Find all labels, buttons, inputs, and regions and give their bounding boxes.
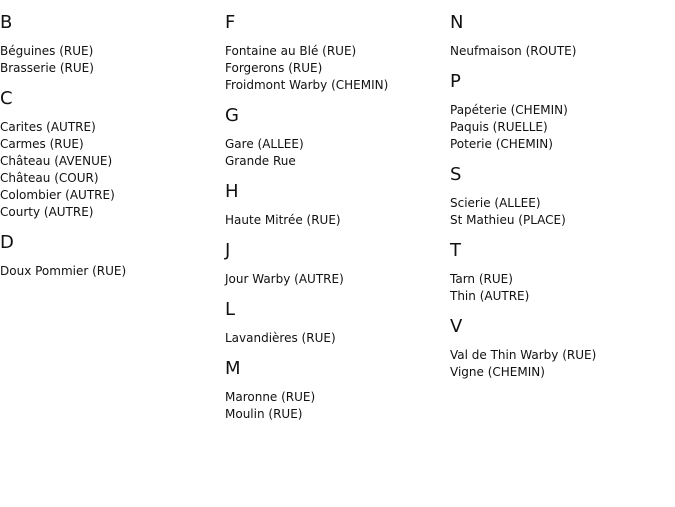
section-letter-heading: J bbox=[225, 240, 231, 261]
street-list-item bbox=[450, 212, 675, 229]
letter-section bbox=[450, 71, 675, 153]
index-column bbox=[225, 12, 450, 434]
street-list-item bbox=[225, 153, 450, 170]
letter-section bbox=[225, 12, 450, 94]
street-list-item bbox=[450, 119, 675, 136]
street-list-item bbox=[225, 43, 450, 60]
section-letter-heading: G bbox=[225, 105, 239, 126]
street-link[interactable]: Vigne (CHEMIN) bbox=[450, 365, 545, 379]
street-link[interactable]: Val de Thin Warby (RUE) bbox=[450, 348, 597, 362]
street-list-item bbox=[0, 43, 225, 60]
section-letter-heading: M bbox=[225, 358, 241, 379]
letter-section bbox=[225, 358, 450, 423]
section-letter-heading: D bbox=[0, 232, 14, 253]
street-list-item bbox=[450, 288, 675, 305]
street-list bbox=[450, 43, 675, 60]
letter-section bbox=[0, 232, 225, 280]
letter-section bbox=[450, 164, 675, 229]
letter-section bbox=[450, 316, 675, 381]
street-list-item bbox=[225, 212, 450, 229]
street-list-item bbox=[0, 204, 225, 221]
street-link[interactable]: Thin (AUTRE) bbox=[450, 289, 530, 303]
street-list bbox=[450, 347, 675, 381]
street-link[interactable]: Courty (AUTRE) bbox=[0, 205, 94, 219]
street-list-item bbox=[0, 119, 225, 136]
index-column bbox=[0, 12, 225, 291]
street-link[interactable]: Forgerons (RUE) bbox=[225, 61, 323, 75]
street-list-item bbox=[225, 60, 450, 77]
section-letter-heading: P bbox=[450, 71, 461, 92]
street-list-item bbox=[225, 271, 450, 288]
street-list bbox=[225, 271, 450, 288]
street-list-item bbox=[0, 153, 225, 170]
section-letter-heading: V bbox=[450, 316, 463, 337]
street-list bbox=[225, 330, 450, 347]
street-list bbox=[225, 212, 450, 229]
street-list-item bbox=[0, 60, 225, 77]
street-link[interactable]: Scierie (ALLEE) bbox=[450, 196, 541, 210]
section-letter-heading: T bbox=[450, 240, 461, 261]
street-link[interactable]: Froidmont Warby (CHEMIN) bbox=[225, 78, 389, 92]
letter-section bbox=[0, 12, 225, 77]
street-list-item bbox=[0, 136, 225, 153]
street-list-item bbox=[0, 170, 225, 187]
street-list bbox=[450, 195, 675, 229]
street-list-item bbox=[450, 347, 675, 364]
section-letter-heading: C bbox=[0, 88, 13, 109]
street-list-item bbox=[450, 364, 675, 381]
letter-section bbox=[225, 240, 450, 288]
letter-section bbox=[450, 12, 675, 60]
section-letter-heading: B bbox=[0, 12, 13, 33]
street-list-item bbox=[450, 43, 675, 60]
street-list bbox=[225, 136, 450, 170]
street-list-item bbox=[0, 263, 225, 280]
section-letter-heading: N bbox=[450, 12, 464, 33]
street-link[interactable]: Gare (ALLEE) bbox=[225, 137, 304, 151]
street-list-item bbox=[225, 330, 450, 347]
street-link[interactable]: Béguines (RUE) bbox=[0, 44, 94, 58]
street-list-item bbox=[450, 102, 675, 119]
street-link[interactable]: St Mathieu (PLACE) bbox=[450, 213, 566, 227]
street-list-item bbox=[450, 136, 675, 153]
section-letter-heading: S bbox=[450, 164, 462, 185]
street-link[interactable]: Doux Pommier (RUE) bbox=[0, 264, 127, 278]
street-list bbox=[450, 102, 675, 153]
street-list-item bbox=[450, 195, 675, 212]
section-letter-heading: F bbox=[225, 12, 236, 33]
street-link[interactable]: Paquis (RUELLE) bbox=[450, 120, 548, 134]
street-list bbox=[225, 43, 450, 94]
street-list-item bbox=[225, 406, 450, 423]
street-list bbox=[0, 263, 225, 280]
street-list bbox=[0, 43, 225, 77]
street-link[interactable]: Carites (AUTRE) bbox=[0, 120, 96, 134]
letter-section bbox=[225, 299, 450, 347]
street-list bbox=[450, 271, 675, 305]
street-link[interactable]: Neufmaison (ROUTE) bbox=[450, 44, 577, 58]
index-column bbox=[450, 12, 675, 392]
street-link[interactable]: Poterie (CHEMIN) bbox=[450, 137, 553, 151]
street-link[interactable]: Fontaine au Blé (RUE) bbox=[225, 44, 357, 58]
street-link[interactable]: Colombier (AUTRE) bbox=[0, 188, 115, 202]
street-link[interactable]: Château (COUR) bbox=[0, 171, 99, 185]
street-list bbox=[0, 119, 225, 221]
street-link[interactable]: Carmes (RUE) bbox=[0, 137, 84, 151]
street-link[interactable]: Maronne (RUE) bbox=[225, 390, 316, 404]
street-link[interactable]: Jour Warby (AUTRE) bbox=[225, 272, 344, 286]
street-link[interactable]: Lavandières (RUE) bbox=[225, 331, 336, 345]
letter-section bbox=[450, 240, 675, 305]
letter-section bbox=[0, 88, 225, 221]
street-list-item bbox=[225, 77, 450, 94]
street-list-item bbox=[225, 136, 450, 153]
section-letter-heading: L bbox=[225, 299, 236, 320]
street-link[interactable]: Tarn (RUE) bbox=[450, 272, 513, 286]
street-link[interactable]: Papéterie (CHEMIN) bbox=[450, 103, 568, 117]
street-link[interactable]: Grande Rue bbox=[225, 154, 296, 168]
street-list-item bbox=[225, 389, 450, 406]
street-list bbox=[225, 389, 450, 423]
street-link[interactable]: Château (AVENUE) bbox=[0, 154, 113, 168]
street-link[interactable]: Haute Mitrée (RUE) bbox=[225, 213, 341, 227]
street-link[interactable]: Moulin (RUE) bbox=[225, 407, 303, 421]
letter-section bbox=[225, 181, 450, 229]
street-list-item bbox=[450, 271, 675, 288]
letter-section bbox=[225, 105, 450, 170]
section-letter-heading: H bbox=[225, 181, 239, 202]
street-list-item bbox=[0, 187, 225, 204]
street-link[interactable]: Brasserie (RUE) bbox=[0, 61, 94, 75]
